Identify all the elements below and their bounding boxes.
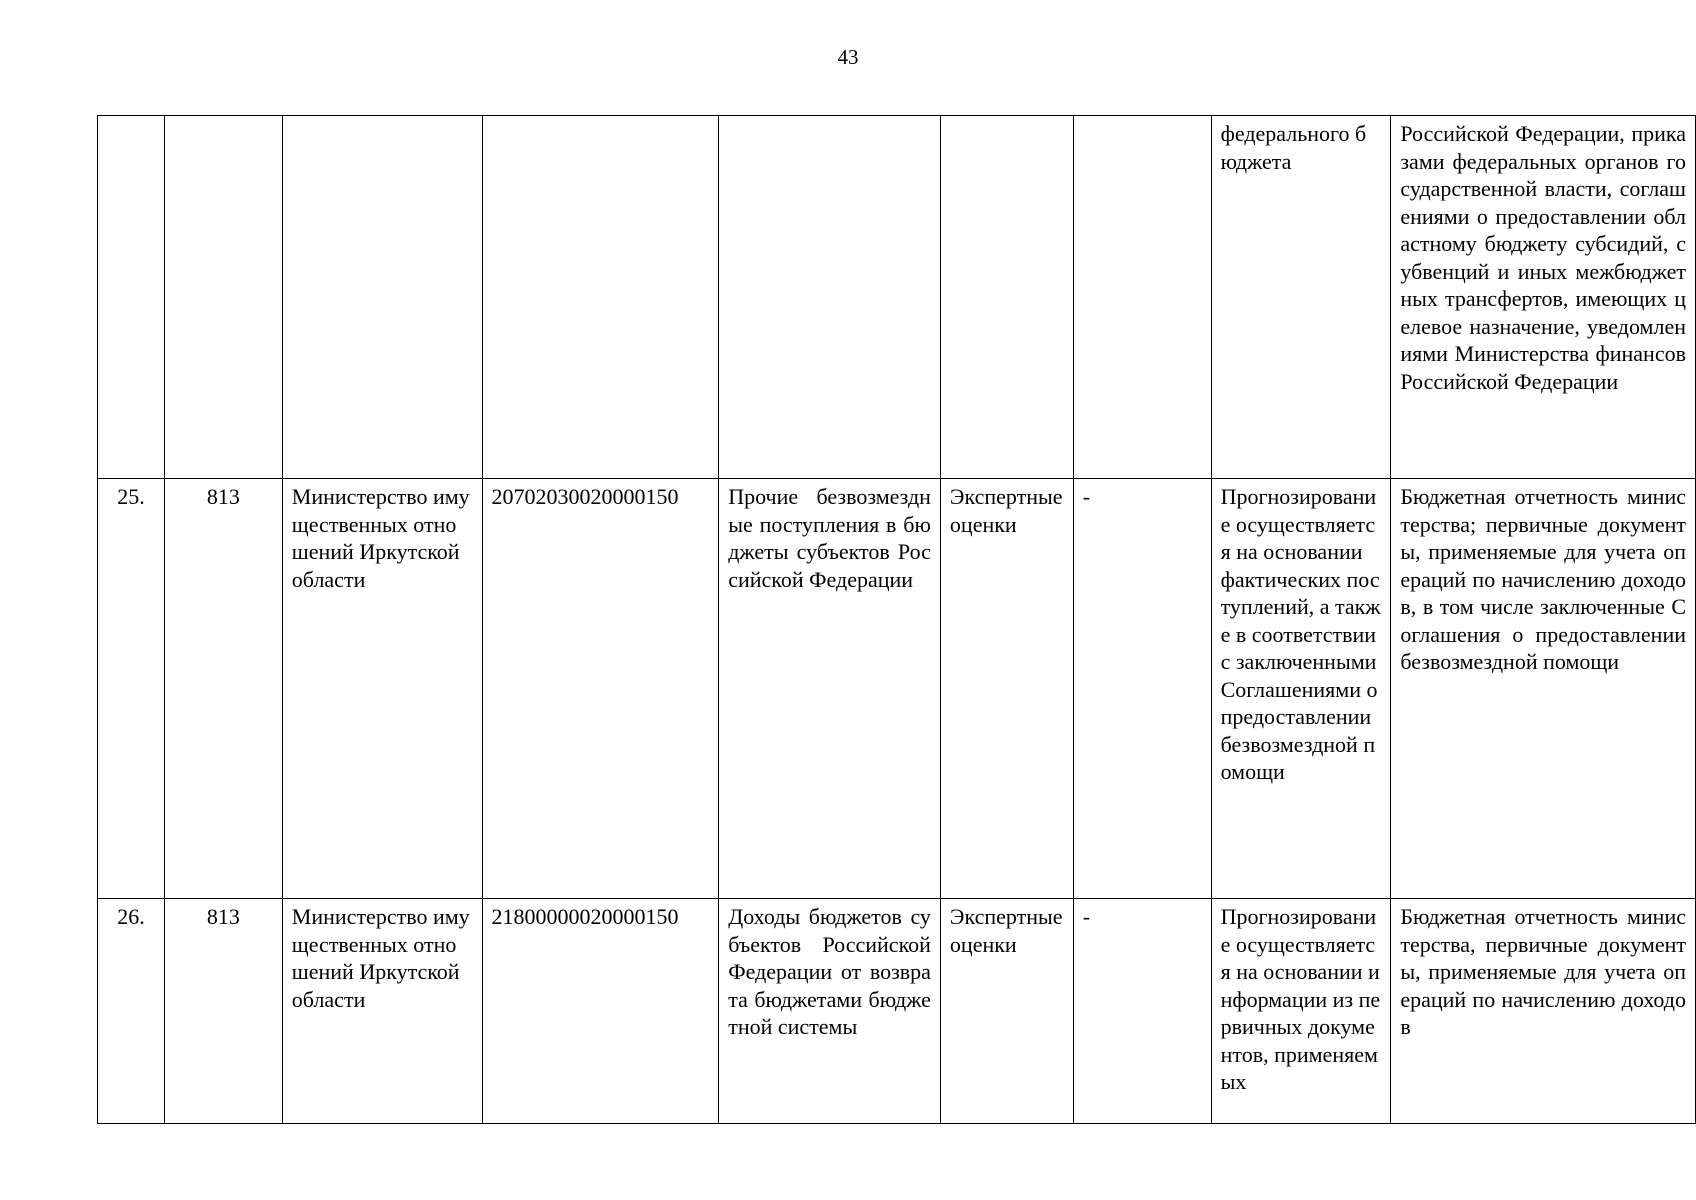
cell-algorithm: Прогнозирование осуществляется на основании информации из первичных документов, применяемых <box>1211 899 1391 1124</box>
cell-kbk: 20702030020000150 <box>482 479 719 899</box>
cell-income-name: Прочие безвозмездные поступления в бюджеты субъектов Российской Федерации <box>719 479 941 899</box>
cell-income-name <box>719 116 941 479</box>
cell-income-name: Доходы бюджетов субъектов Российской Федерации от возврата бюджетами бюджетной системы <box>719 899 941 1124</box>
cell-source: Бюджетная отчетность министерства, первичные документы, применяемые для учета операций по начислению доходов <box>1391 899 1696 1124</box>
cell-admin: Министерство имущественных отношений Иркутской области <box>282 899 482 1124</box>
cell-source: Бюджетная отчетность министерства; первичные документы, применяемые для учета операций по начислению доходов, в том числе заключенные Соглашения о предоставлении безвозмездной помощи <box>1391 479 1696 899</box>
table-row <box>98 479 1696 899</box>
table-row <box>98 899 1696 1124</box>
cell-code <box>164 116 282 479</box>
cell-num <box>98 116 165 479</box>
cell-method: Экспертные оценки <box>940 479 1073 899</box>
cell-method: Экспертные оценки <box>940 899 1073 1124</box>
cell-admin <box>282 116 482 479</box>
cell-formula: - <box>1073 899 1211 1124</box>
page-number: 43 <box>837 45 859 69</box>
cell-source: Российской Федерации, приказами федеральных органов государственной власти, соглашениями о предоставлении областному бюджету субсидий, субвенций и иных межбюджетных трансфертов, имеющих целевое назначение, уведомлениями Министерства финансов Российской Федерации <box>1391 116 1696 479</box>
table-row-continuation <box>98 116 1696 479</box>
cell-method <box>940 116 1073 479</box>
cell-admin: Министерство имущественных отношений Иркутской области <box>282 479 482 899</box>
cell-algorithm: Прогнозирование осуществляется на основании фактических поступлений, а также в соответствии с заключенными Соглашениями о предоставлении безвозмездной помощи <box>1211 479 1391 899</box>
cell-code: 813 <box>164 899 282 1124</box>
income-forecast-table <box>97 115 1696 1124</box>
cell-algorithm: федерального бюджета <box>1211 116 1391 479</box>
cell-formula <box>1073 116 1211 479</box>
cell-formula: - <box>1073 479 1211 899</box>
cell-kbk <box>482 116 719 479</box>
cell-num: 25. <box>98 479 165 899</box>
cell-kbk: 21800000020000150 <box>482 899 719 1124</box>
cell-code: 813 <box>164 479 282 899</box>
cell-num: 26. <box>98 899 165 1124</box>
